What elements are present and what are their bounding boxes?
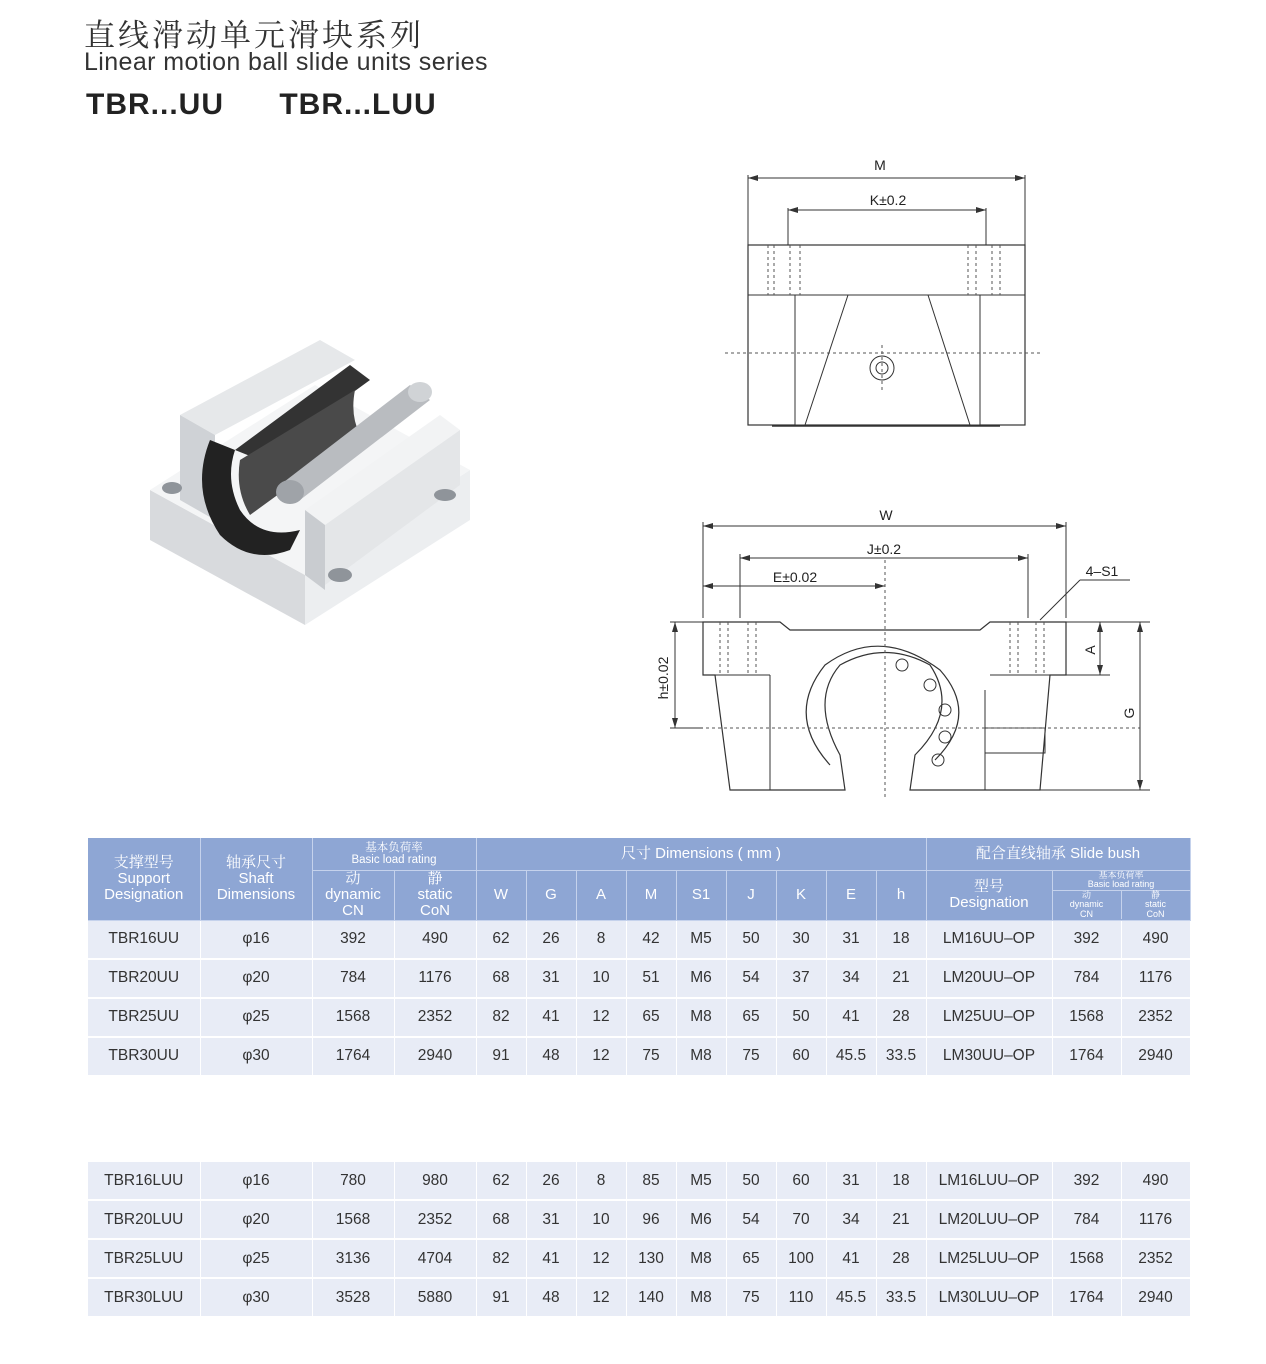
dim-g-label: G <box>1121 707 1137 719</box>
dim-k-label: K±0.2 <box>869 192 907 208</box>
table-cell: 82 <box>476 998 526 1037</box>
table-cell: 50 <box>776 998 826 1037</box>
table-row <box>88 1239 1190 1278</box>
table-cell: 48 <box>526 1037 576 1076</box>
table-cell: 75 <box>626 1037 676 1076</box>
table-cell: 1176 <box>394 959 476 998</box>
dim-j-label: J±0.2 <box>866 541 902 557</box>
table-cell: 41 <box>826 998 876 1037</box>
table-cell: LM16UU–OP <box>926 920 1052 959</box>
table-cell: TBR30UU <box>88 1037 200 1076</box>
table-cell: 392 <box>1052 920 1121 959</box>
dim-h-label: h±0.02 <box>655 656 671 700</box>
table-cell: TBR16UU <box>88 920 200 959</box>
table-cell: 34 <box>826 1200 876 1239</box>
table-cell: 31 <box>826 1162 876 1200</box>
table-cell: 12 <box>576 998 626 1037</box>
header-k: K <box>776 870 826 920</box>
table-cell: 41 <box>526 1239 576 1278</box>
table-cell: 100 <box>776 1239 826 1278</box>
table-cell: 980 <box>394 1162 476 1200</box>
table-cell: 82 <box>476 1239 526 1278</box>
header-dimensions: 尺寸 Dimensions ( mm ) <box>476 838 926 870</box>
header-j: J <box>726 870 776 920</box>
table-row <box>88 1200 1190 1239</box>
header-load-rating: 基本负荷率 Basic load rating <box>312 838 476 870</box>
table-cell: 784 <box>1052 959 1121 998</box>
table-cell: TBR30LUU <box>88 1278 200 1317</box>
table-cell: 1568 <box>312 1200 394 1239</box>
table-cell: 65 <box>626 998 676 1037</box>
header-static: 静 static CoN <box>394 870 476 920</box>
table-cell: 70 <box>776 1200 826 1239</box>
table-cell: LM20LUU–OP <box>926 1200 1052 1239</box>
front-view-drawing <box>640 500 1160 820</box>
table-cell: φ16 <box>200 1162 312 1200</box>
table-cell: 780 <box>312 1162 394 1200</box>
table-cell: 784 <box>312 959 394 998</box>
dim-e-label: E±0.02 <box>772 569 818 585</box>
table-cell: φ20 <box>200 1200 312 1239</box>
table-cell: M8 <box>676 1278 726 1317</box>
table-cell: 1568 <box>1052 1239 1121 1278</box>
model-luu: TBR...LUU <box>279 88 437 121</box>
table-cell: 41 <box>526 998 576 1037</box>
table-cell: 31 <box>826 920 876 959</box>
table-cell: 12 <box>576 1239 626 1278</box>
table-cell: 3136 <box>312 1239 394 1278</box>
table-cell: 45.5 <box>826 1278 876 1317</box>
table-cell: 2940 <box>394 1037 476 1076</box>
table-cell: 392 <box>1052 1162 1121 1200</box>
table-cell: M8 <box>676 1239 726 1278</box>
table-cell: 31 <box>526 959 576 998</box>
table-cell: 75 <box>726 1278 776 1317</box>
table-cell: 4704 <box>394 1239 476 1278</box>
table-cell: 85 <box>626 1162 676 1200</box>
table-cell: M8 <box>676 998 726 1037</box>
table-cell: 68 <box>476 959 526 998</box>
table-cell: 490 <box>1121 920 1190 959</box>
table-cell: 1176 <box>1121 959 1190 998</box>
table-cell: M5 <box>676 1162 726 1200</box>
table-cell: 75 <box>726 1037 776 1076</box>
table-cell: TBR20LUU <box>88 1200 200 1239</box>
table-cell: 42 <box>626 920 676 959</box>
table-cell: 21 <box>876 959 926 998</box>
table-cell: 2352 <box>394 1200 476 1239</box>
dim-s-label: 4–S1 <box>1085 563 1119 579</box>
table-cell: 12 <box>576 1278 626 1317</box>
table-cell: φ30 <box>200 1037 312 1076</box>
table-cell: 60 <box>776 1162 826 1200</box>
table-cell: M6 <box>676 1200 726 1239</box>
table-cell: 65 <box>726 1239 776 1278</box>
table-cell: 1764 <box>1052 1278 1121 1317</box>
table-cell: 54 <box>726 1200 776 1239</box>
table-cell: 28 <box>876 998 926 1037</box>
table-cell: φ30 <box>200 1278 312 1317</box>
table-cell: φ25 <box>200 1239 312 1278</box>
table-cell: φ25 <box>200 998 312 1037</box>
header-g: G <box>526 870 576 920</box>
table-cell: 33.5 <box>876 1278 926 1317</box>
table-cell: 1176 <box>1121 1200 1190 1239</box>
table-cell: 91 <box>476 1278 526 1317</box>
product-photo <box>140 320 480 640</box>
dim-a-label: A <box>1082 645 1098 655</box>
table-cell: TBR16LUU <box>88 1162 200 1200</box>
table-cell: 65 <box>726 998 776 1037</box>
table-cell: 48 <box>526 1278 576 1317</box>
table-cell: 34 <box>826 959 876 998</box>
table-cell: 68 <box>476 1200 526 1239</box>
table-cell: 26 <box>526 920 576 959</box>
table-cell: 784 <box>1052 1200 1121 1239</box>
table-cell: LM20UU–OP <box>926 959 1052 998</box>
model-uu: TBR...UU <box>86 88 224 121</box>
table-cell: TBR20UU <box>88 959 200 998</box>
header-e: E <box>826 870 876 920</box>
dim-m-label: M <box>874 157 886 173</box>
table-cell: 30 <box>776 920 826 959</box>
model-series <box>86 88 483 122</box>
table-cell: LM16LUU–OP <box>926 1162 1052 1200</box>
header-slide-bush: 配合直线轴承 Slide bush <box>926 838 1190 870</box>
table-cell: LM25UU–OP <box>926 998 1052 1037</box>
table-cell: TBR25UU <box>88 998 200 1037</box>
table-body-luu <box>88 1162 1190 1317</box>
table-cell: 2940 <box>1121 1278 1190 1317</box>
header-w: W <box>476 870 526 920</box>
table-cell: 45.5 <box>826 1037 876 1076</box>
table-cell: 33.5 <box>876 1037 926 1076</box>
table-cell: 2940 <box>1121 1037 1190 1076</box>
table-cell: 140 <box>626 1278 676 1317</box>
table-cell: 110 <box>776 1278 826 1317</box>
table-cell: 54 <box>726 959 776 998</box>
table-cell: 21 <box>876 1200 926 1239</box>
table-row <box>88 959 1190 998</box>
table-cell: 2352 <box>1121 998 1190 1037</box>
table-cell: 5880 <box>394 1278 476 1317</box>
header-shaft: 轴承尺寸 Shaft Dimensions <box>200 838 312 920</box>
table-row <box>88 998 1190 1037</box>
table-cell: M5 <box>676 920 726 959</box>
spec-table-luu <box>88 1162 1191 1318</box>
table-cell: 490 <box>394 920 476 959</box>
table-cell: 37 <box>776 959 826 998</box>
table-cell: 12 <box>576 1037 626 1076</box>
header-bush-designation: 型号 Designation <box>926 870 1052 920</box>
table-cell: M6 <box>676 959 726 998</box>
table-cell: 8 <box>576 920 626 959</box>
title-chinese: 直线滑动单元滑块系列 <box>84 18 424 54</box>
table-cell: 8 <box>576 1162 626 1200</box>
table-cell: 26 <box>526 1162 576 1200</box>
table-cell: φ20 <box>200 959 312 998</box>
top-view-drawing <box>700 150 1060 440</box>
header-h: h <box>876 870 926 920</box>
table-cell: M8 <box>676 1037 726 1076</box>
table-cell: LM30UU–OP <box>926 1037 1052 1076</box>
table-cell: 1764 <box>312 1037 394 1076</box>
table-cell: 130 <box>626 1239 676 1278</box>
table-cell: 50 <box>726 1162 776 1200</box>
table-cell: 50 <box>726 920 776 959</box>
title-english: Linear motion ball slide units series <box>84 48 488 76</box>
table-cell: 62 <box>476 1162 526 1200</box>
table-cell: 60 <box>776 1037 826 1076</box>
table-cell: LM30LUU–OP <box>926 1278 1052 1317</box>
table-cell: 18 <box>876 1162 926 1200</box>
table-cell: 490 <box>1121 1162 1190 1200</box>
table-cell: 10 <box>576 1200 626 1239</box>
table-row <box>88 1037 1190 1076</box>
table-cell: 2352 <box>1121 1239 1190 1278</box>
table-cell: 392 <box>312 920 394 959</box>
table-row <box>88 1162 1190 1200</box>
table-cell: 1568 <box>312 998 394 1037</box>
header-m: M <box>626 870 676 920</box>
table-cell: 62 <box>476 920 526 959</box>
table-cell: LM25LUU–OP <box>926 1239 1052 1278</box>
table-cell: 2352 <box>394 998 476 1037</box>
header-a: A <box>576 870 626 920</box>
spec-table-uu <box>88 838 1191 1077</box>
table-cell: 51 <box>626 959 676 998</box>
header-s1: S1 <box>676 870 726 920</box>
header-dynamic: 动 dynamic CN <box>312 870 394 920</box>
table-row <box>88 920 1190 959</box>
table-cell: 91 <box>476 1037 526 1076</box>
table-cell: 1764 <box>1052 1037 1121 1076</box>
header-bush-load: 基本负荷率 Basic load rating 动 dynamic CN 静 static CoN <box>1052 870 1190 920</box>
table-cell: 28 <box>876 1239 926 1278</box>
table-cell: 3528 <box>312 1278 394 1317</box>
table-cell: 96 <box>626 1200 676 1239</box>
dim-w-label: W <box>879 507 893 523</box>
table-cell: TBR25LUU <box>88 1239 200 1278</box>
table-row <box>88 1278 1190 1317</box>
table-cell: 10 <box>576 959 626 998</box>
table-cell: 18 <box>876 920 926 959</box>
table-cell: 1568 <box>1052 998 1121 1037</box>
table-body-uu <box>88 920 1190 1076</box>
header-support: 支撑型号 Support Designation <box>88 838 200 920</box>
table-cell: 41 <box>826 1239 876 1278</box>
table-cell: 31 <box>526 1200 576 1239</box>
table-cell: φ16 <box>200 920 312 959</box>
